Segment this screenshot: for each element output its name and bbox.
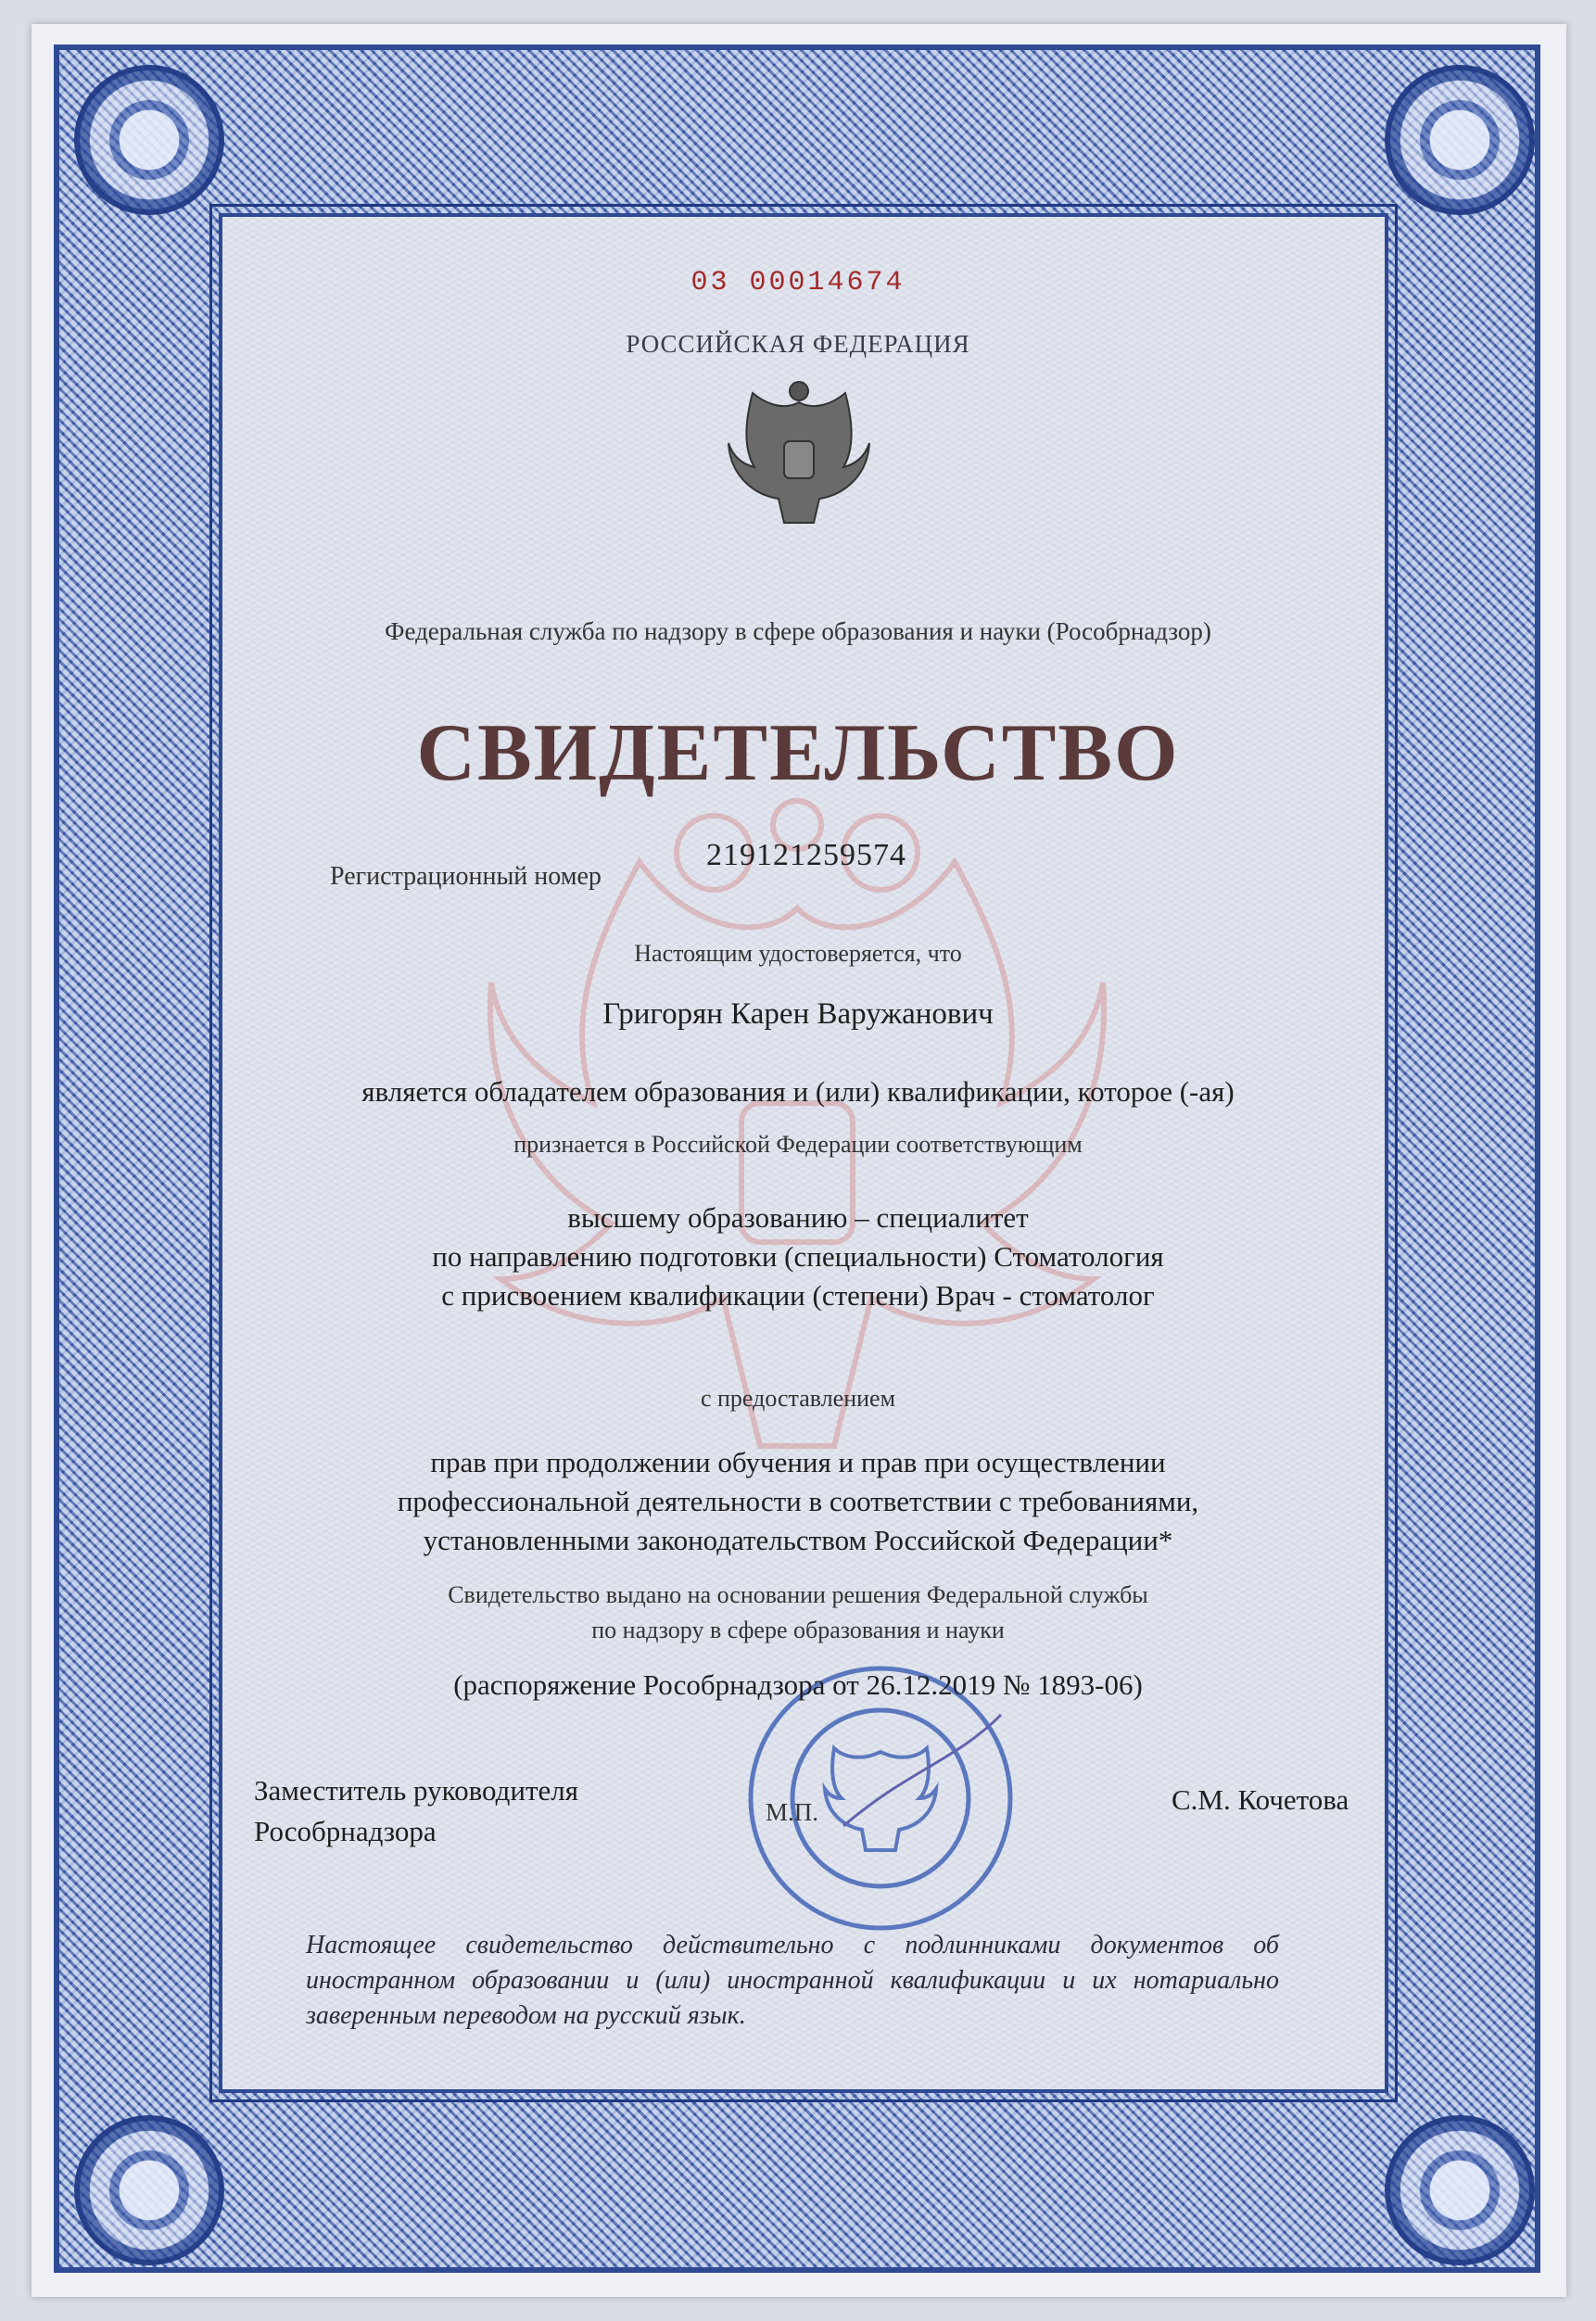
signer-name: С.М. Кочетова — [1172, 1783, 1349, 1816]
basis-line-2: по надзору в сфере образования и науки — [591, 1617, 1005, 1643]
order-reference: (распоряжение Рособрнадзора от 26.12.2019 № 1893-06) — [453, 1668, 1143, 1701]
signer-title — [254, 1770, 578, 1852]
granting-text: с предоставлением — [700, 1385, 896, 1412]
registration-number: 219121259574 — [706, 838, 906, 872]
rights-line-1: прав при продолжении обучения и прав при осуществлении — [430, 1446, 1166, 1478]
agency-name: Федеральная служба по надзору в сфере образования и науки (Рособрнадзор) — [385, 617, 1211, 645]
holder-name: Григорян Карен Варужанович — [602, 997, 994, 1031]
rights-line-2: профессиональной деятельности в соответствии с требованиями, — [397, 1485, 1199, 1517]
specialty: по направлению подготовки (специальности) Стоматология — [432, 1240, 1164, 1273]
qualification: с присвоением квалификации (степени) Врач - стоматолог — [441, 1279, 1155, 1312]
basis-line-1: Свидетельство выдано на основании решения Федеральной службы — [448, 1581, 1148, 1608]
recognized-text: признается в Российской Федерации соответствующим — [513, 1131, 1083, 1158]
registration-label: Регистрационный номер — [330, 862, 602, 891]
signer-title-line-1: Заместитель руководителя — [254, 1774, 579, 1807]
signer-title-line-2: Рособрнадзора — [254, 1815, 437, 1847]
series-number: 03 00014674 — [690, 267, 906, 298]
rights-line-3: установленными законодательством Российской Федерации* — [423, 1524, 1173, 1556]
country-heading: РОССИЙСКАЯ ФЕДЕРАЦИЯ — [626, 330, 970, 358]
seal-label: М.П. — [766, 1798, 819, 1826]
document-title: СВИДЕТЕЛЬСТВО — [416, 708, 1180, 798]
certify-text: Настоящим удостоверяется, что — [634, 940, 962, 967]
education-level: высшему образованию – специалитет — [567, 1201, 1029, 1234]
holder-line: является обладателем образования и (или) квалификации, которое (-ая) — [361, 1075, 1235, 1108]
footnote: Настоящее свидетельство действительно с подлинниками документов об иностранном образовании и (или) иностранной квалификации и их нотариально заверенным переводом на русский язык. — [306, 1931, 1279, 2030]
